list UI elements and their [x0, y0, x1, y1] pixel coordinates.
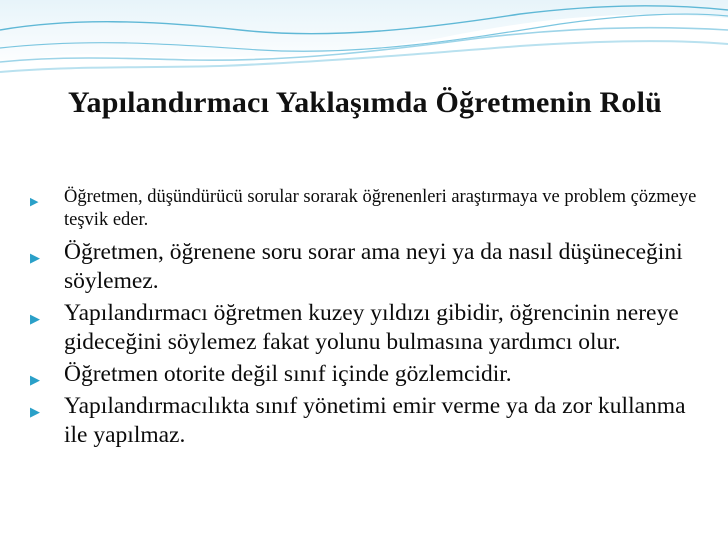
triangle-right-icon: ▶	[30, 312, 40, 327]
bullet-list	[14, 186, 704, 453]
list-item	[14, 186, 704, 232]
header-wave-decoration	[0, 0, 728, 80]
list-item	[14, 238, 704, 296]
slide-title: Yapılandırmacı Yaklaşımda Öğretmenin Rolü	[67, 86, 663, 119]
triangle-right-icon: ▶	[30, 251, 40, 266]
list-item-text: Yapılandırmacı öğretmen kuzey yıldızı gibidir, öğrencinin nereye gideceğini söylemez fakat yolunu bulmasına yardımcı olur.	[64, 300, 679, 355]
list-item-text: Yapılandırmacılıkta sınıf yönetimi emir verme ya da zor kullanma ile yapılmaz.	[64, 393, 686, 448]
list-item-text: Öğretmen otorite değil sınıf içinde gözlemcidir.	[64, 361, 512, 387]
list-item-text: Öğretmen, öğrenene soru sorar ama neyi ya da nasıl düşüneceğini söylemez.	[64, 239, 683, 294]
list-item-text: Öğretmen, düşündürücü sorular sorarak öğrenenleri araştırmaya ve problem çözmeye teşvik eder.	[64, 187, 697, 230]
list-item	[14, 392, 704, 450]
triangle-right-icon: ▶	[30, 373, 40, 388]
list-item	[14, 360, 704, 389]
triangle-right-icon: ▶	[30, 405, 40, 420]
list-item	[14, 299, 704, 357]
triangle-right-icon: ▶	[30, 195, 39, 208]
